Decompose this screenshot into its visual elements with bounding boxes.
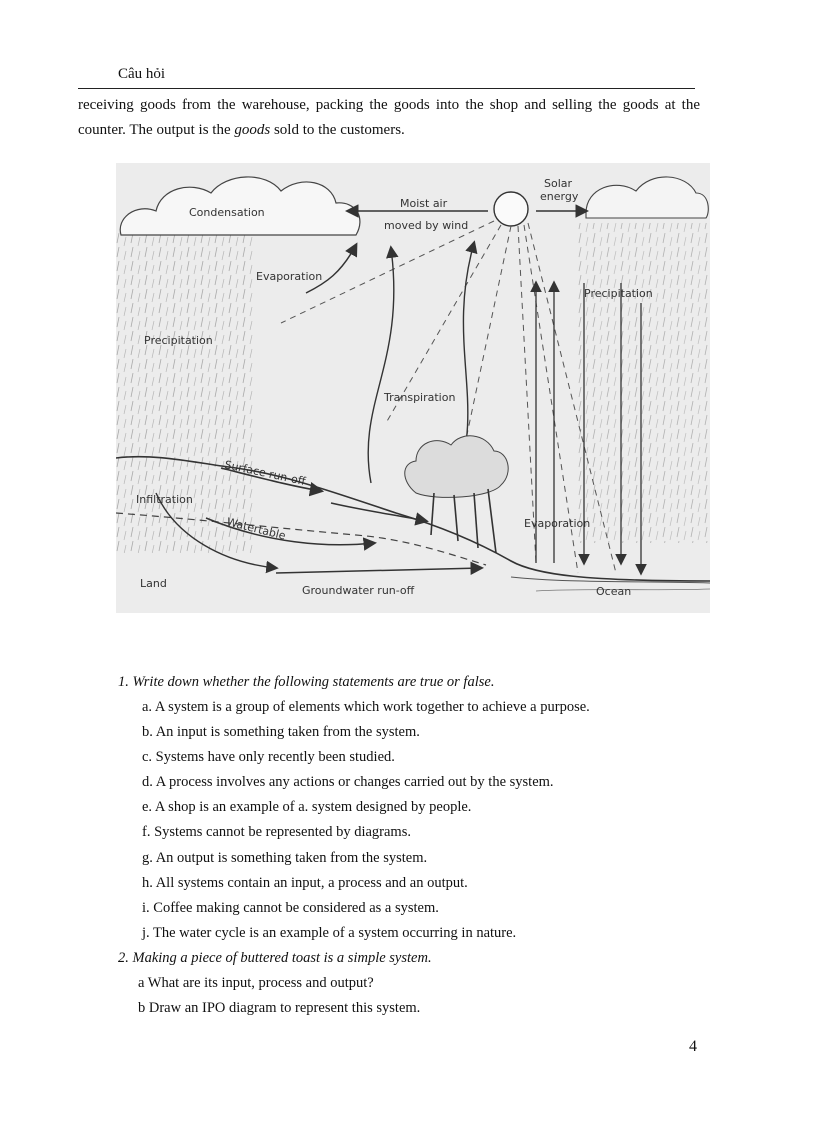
label-infiltration: Infiltration [136,493,193,506]
label-moist-air-1: Moist air [400,197,448,210]
question-1-heading: 1. Write down whether the following statements are true or false. [118,674,495,690]
label-solar-1: Solar [544,177,573,190]
question-1-item: c. Systems have only recently been studied. [142,749,395,766]
question-1-item: d. A process involves any actions or changes carried out by the system. [142,774,554,791]
label-transpiration: Transpiration [384,391,456,404]
label-evaporation-left: Evaporation [256,270,323,283]
page-header [78,64,695,89]
header-title: Câu hỏi [118,66,166,82]
intro-emphasis: goods [234,122,271,138]
label-moist-air-2: moved by wind [384,219,469,232]
intro-text-1: receiving goods from the warehouse, packing the goods into the shop and selling the goods at the counter. The output is the [78,97,700,138]
label-precipitation-right: Precipitation [584,287,653,300]
intro-text-2: sold to the customers. [270,122,405,138]
question-1-item: e. A shop is an example of a. system designed by people. [142,799,472,816]
question-1-item: f. Systems cannot be represented by diagrams. [142,824,411,841]
question-1-item: g. An output is something taken from the system. [142,849,428,866]
label-ocean: Ocean [596,585,632,598]
questions-section [118,670,718,1021]
question-1-item: a. A system is a group of elements which work together to achieve a purpose. [142,699,590,715]
intro-paragraph [78,93,700,143]
label-solar-2: energy [540,190,579,203]
label-precipitation-left: Precipitation [144,334,213,347]
label-surface-runoff: Surface run-off [223,458,307,489]
question-1-item: h. All systems contain an input, a process and an output. [142,874,468,891]
question-2-heading: 2. Making a piece of buttered toast is a simple system. [118,949,432,966]
water-cycle-figure [116,163,710,613]
question-1-item: i. Coffee making cannot be considered as a system. [142,899,439,916]
label-land: Land [140,577,167,590]
question-2-item: b Draw an IPO diagram to represent this system. [138,1000,421,1017]
question-2-item: a What are its input, process and output? [138,974,374,991]
page-number: 4 [689,1038,697,1055]
question-1-item: j. The water cycle is an example of a system occurring in nature. [142,924,517,941]
sun [494,192,528,226]
label-groundwater-runoff: Groundwater run-off [302,584,415,597]
water-cycle-diagram [116,163,710,613]
label-watertable: Watertable [225,515,288,543]
label-condensation: Condensation [189,206,265,219]
label-evaporation-right: Evaporation [524,517,591,530]
question-1-item: b. An input is something taken from the system. [142,724,420,741]
